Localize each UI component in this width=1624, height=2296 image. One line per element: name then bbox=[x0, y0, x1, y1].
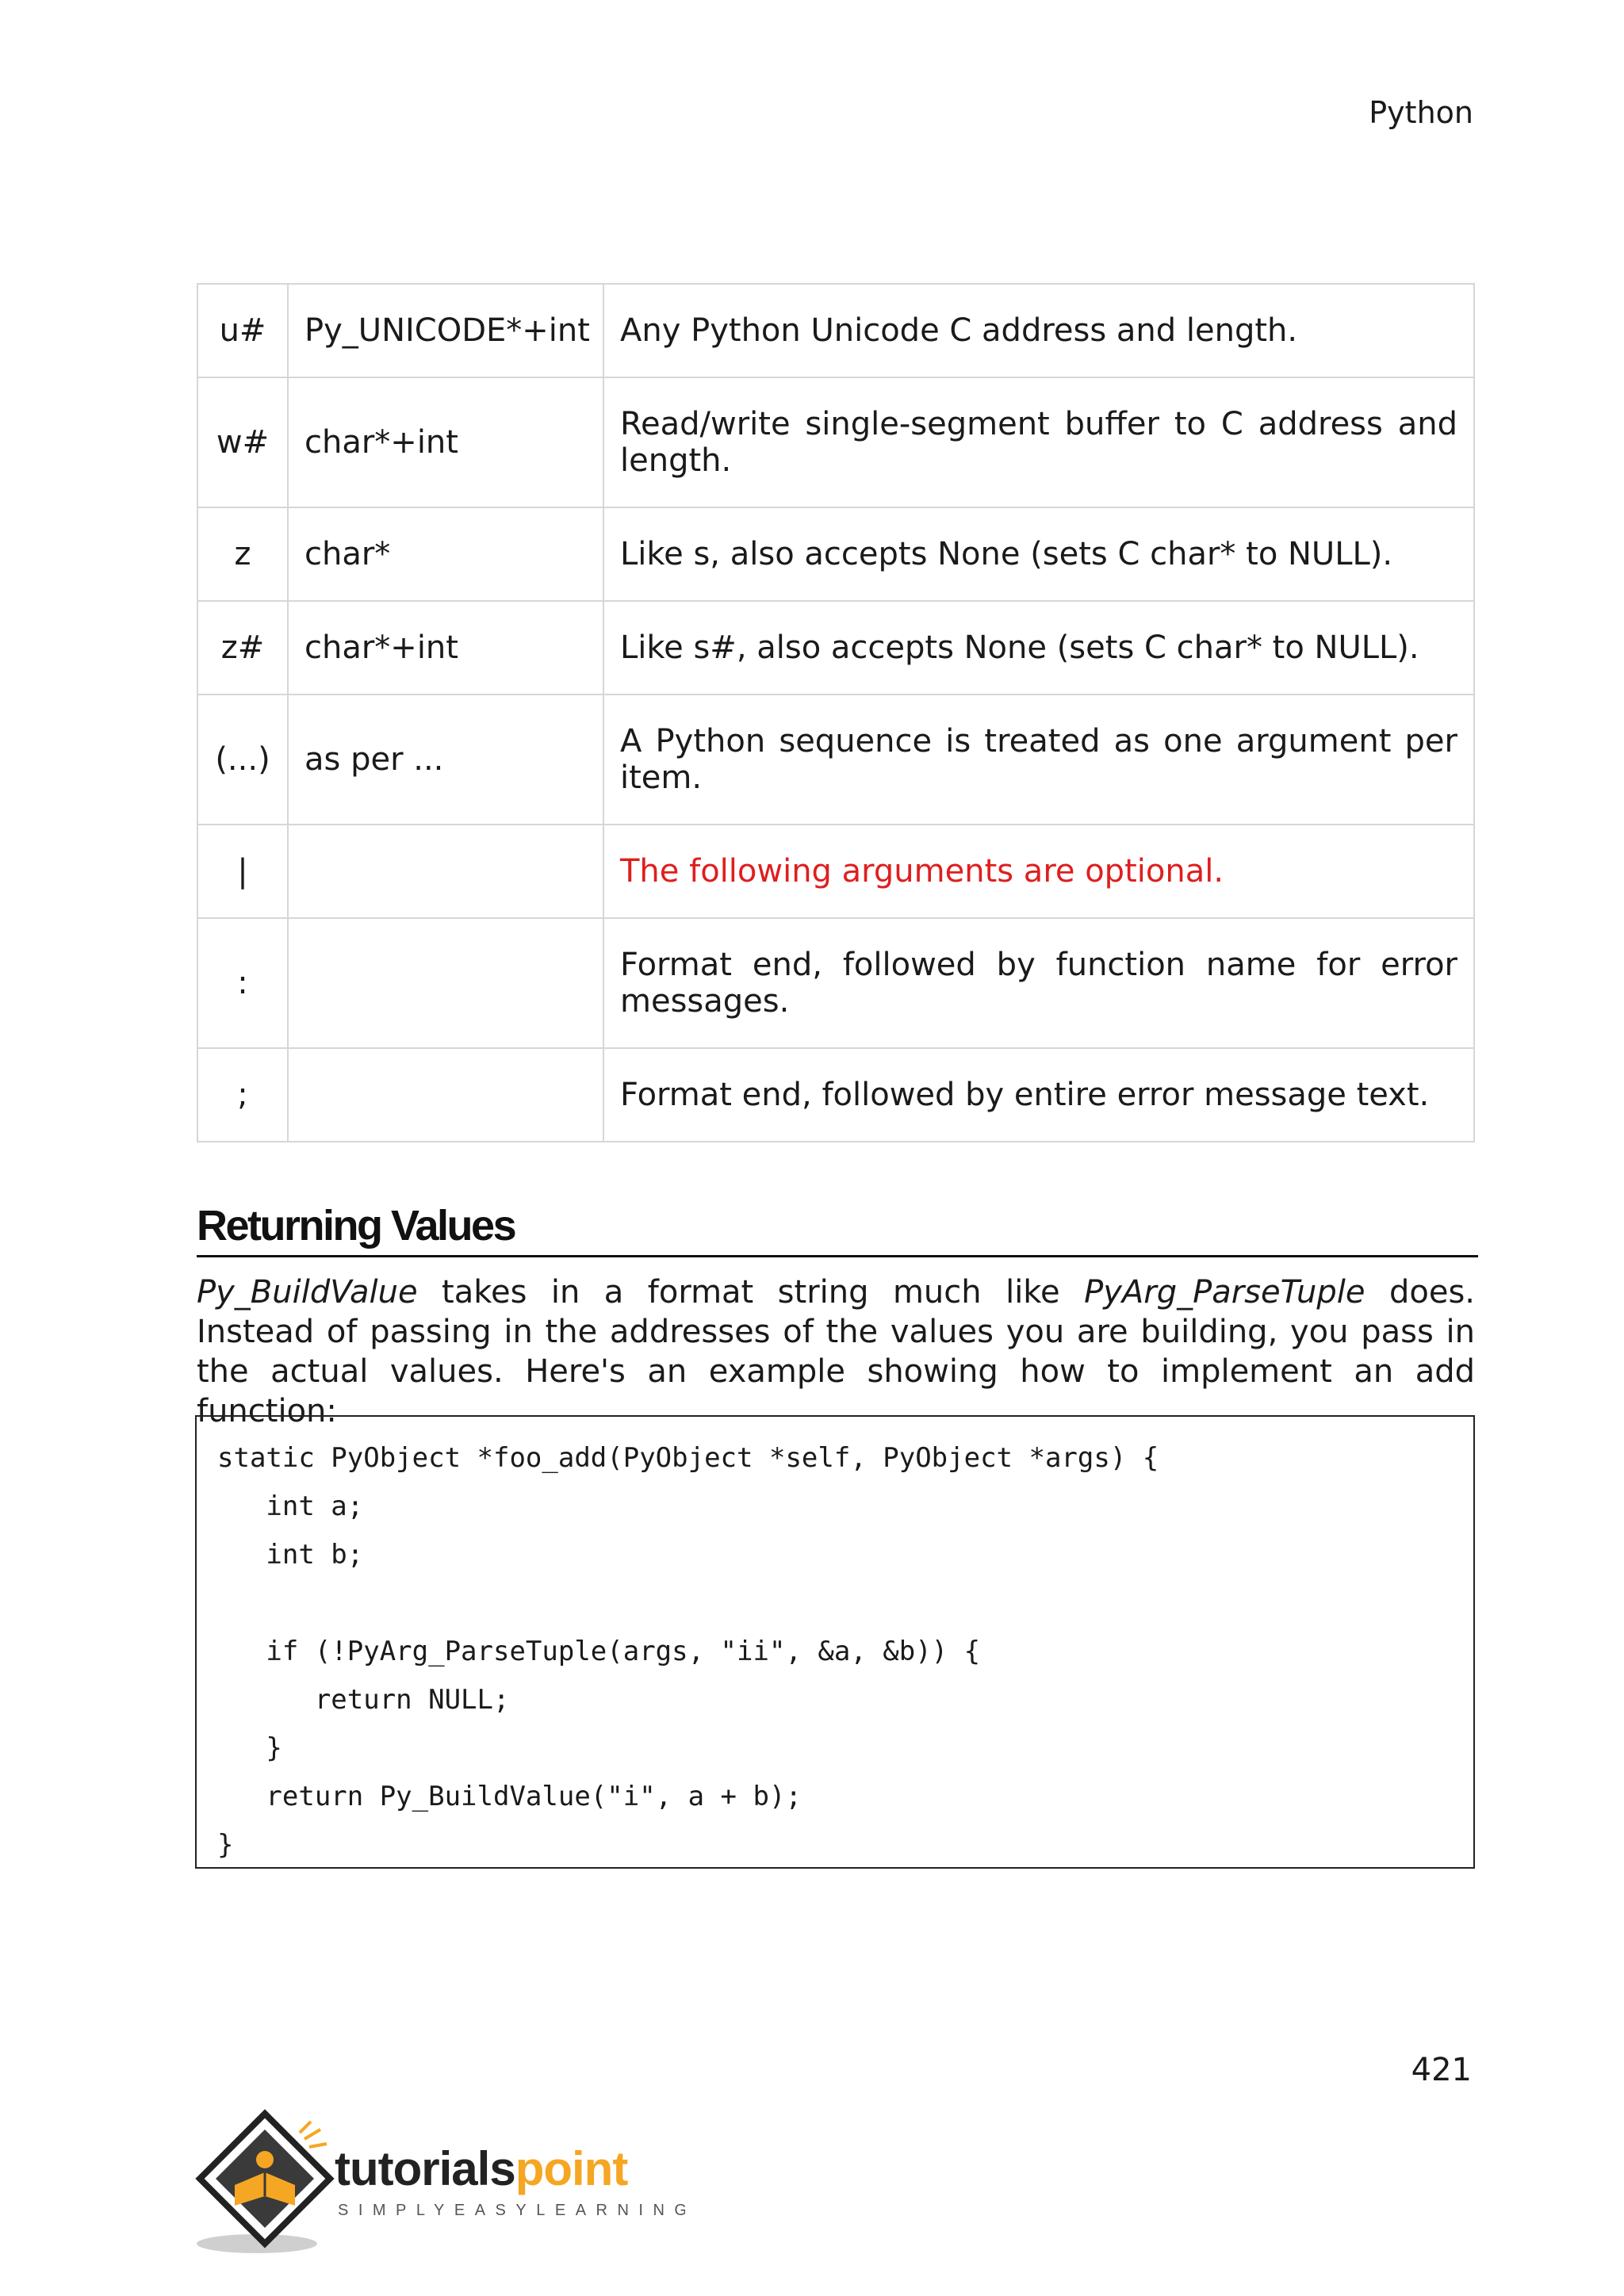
logo-wordmark-part2: point bbox=[515, 2142, 628, 2195]
table-row bbox=[197, 1048, 1474, 1142]
table-row bbox=[197, 918, 1474, 1048]
format-code-cell: (...) bbox=[197, 695, 288, 825]
code-line: if (!PyArg_ParseTuple(args, "ii", &a, &b)) { bbox=[217, 1636, 981, 1667]
description-cell: Read/write single-segment buffer to C address and length. bbox=[603, 377, 1474, 507]
format-code-cell: z bbox=[197, 507, 288, 601]
description-cell: A Python sequence is treated as one argument per item. bbox=[603, 695, 1474, 825]
logo-wordmark bbox=[335, 2142, 628, 2195]
code-line: return NULL; bbox=[217, 1684, 510, 1716]
code-line bbox=[217, 1579, 1453, 1628]
format-codes-table bbox=[197, 283, 1475, 1142]
format-code-cell: : bbox=[197, 918, 288, 1048]
c-type-cell bbox=[288, 1048, 603, 1142]
format-code-cell: | bbox=[197, 825, 288, 918]
description-cell: Format end, followed by function name for error messages. bbox=[603, 918, 1474, 1048]
description-cell: Format end, followed by entire error message text. bbox=[603, 1048, 1474, 1142]
c-type-cell: char*+int bbox=[288, 377, 603, 507]
intro-text-part1: takes in a format string much like bbox=[417, 1274, 1085, 1311]
section-heading: Returning Values bbox=[197, 1201, 1478, 1257]
description-cell: Any Python Unicode C address and length. bbox=[603, 284, 1474, 377]
format-code-cell: ; bbox=[197, 1048, 288, 1142]
table-row bbox=[197, 601, 1474, 695]
c-type-cell bbox=[288, 825, 603, 918]
logo-wordmark-part1: tutorials bbox=[335, 2142, 515, 2195]
code-line: static PyObject *foo_add(PyObject *self, PyObject *args) { bbox=[217, 1442, 1159, 1474]
format-code-cell: u# bbox=[197, 284, 288, 377]
c-type-cell: Py_UNICODE*+int bbox=[288, 284, 603, 377]
table-row bbox=[197, 507, 1474, 601]
code-line: int b; bbox=[217, 1539, 364, 1571]
term-pyarg-parsetuple: PyArg_ParseTuple bbox=[1084, 1274, 1365, 1311]
code-line: return Py_BuildValue("i", a + b); bbox=[217, 1781, 802, 1812]
intro-text-part2: does. Instead of passing in the addresses of the values you are building, you pass in the actual values. Here's an example showing how to implement an add function: bbox=[197, 1274, 1475, 1429]
description-cell: Like s#, also accepts None (sets C char* to NULL). bbox=[603, 601, 1474, 695]
table-row bbox=[197, 284, 1474, 377]
description-cell-highlighted: The following arguments are optional. bbox=[603, 825, 1474, 918]
code-block bbox=[195, 1415, 1475, 1869]
format-code-cell: z# bbox=[197, 601, 288, 695]
tutorialspoint-logo bbox=[193, 2109, 685, 2260]
term-py-buildvalue: Py_BuildValue bbox=[197, 1274, 418, 1311]
code-line: } bbox=[217, 1829, 234, 1861]
table-row bbox=[197, 695, 1474, 825]
c-type-cell: as per ... bbox=[288, 695, 603, 825]
c-type-cell: char* bbox=[288, 507, 603, 601]
page-number: 421 bbox=[1411, 2052, 1472, 2088]
table-row bbox=[197, 825, 1474, 918]
logo-mark-icon bbox=[193, 2109, 685, 2260]
c-type-cell bbox=[288, 918, 603, 1048]
logo-tagline: SIMPLYEASYLEARNING bbox=[338, 2202, 685, 2219]
c-type-cell: char*+int bbox=[288, 601, 603, 695]
format-code-cell: w# bbox=[197, 377, 288, 507]
code-line: } bbox=[217, 1732, 282, 1764]
intro-paragraph bbox=[197, 1272, 1475, 1431]
description-cell: Like s, also accepts None (sets C char* to NULL). bbox=[603, 507, 1474, 601]
code-line: int a; bbox=[217, 1490, 364, 1522]
running-header: Python bbox=[1369, 95, 1473, 130]
table-row bbox=[197, 377, 1474, 507]
